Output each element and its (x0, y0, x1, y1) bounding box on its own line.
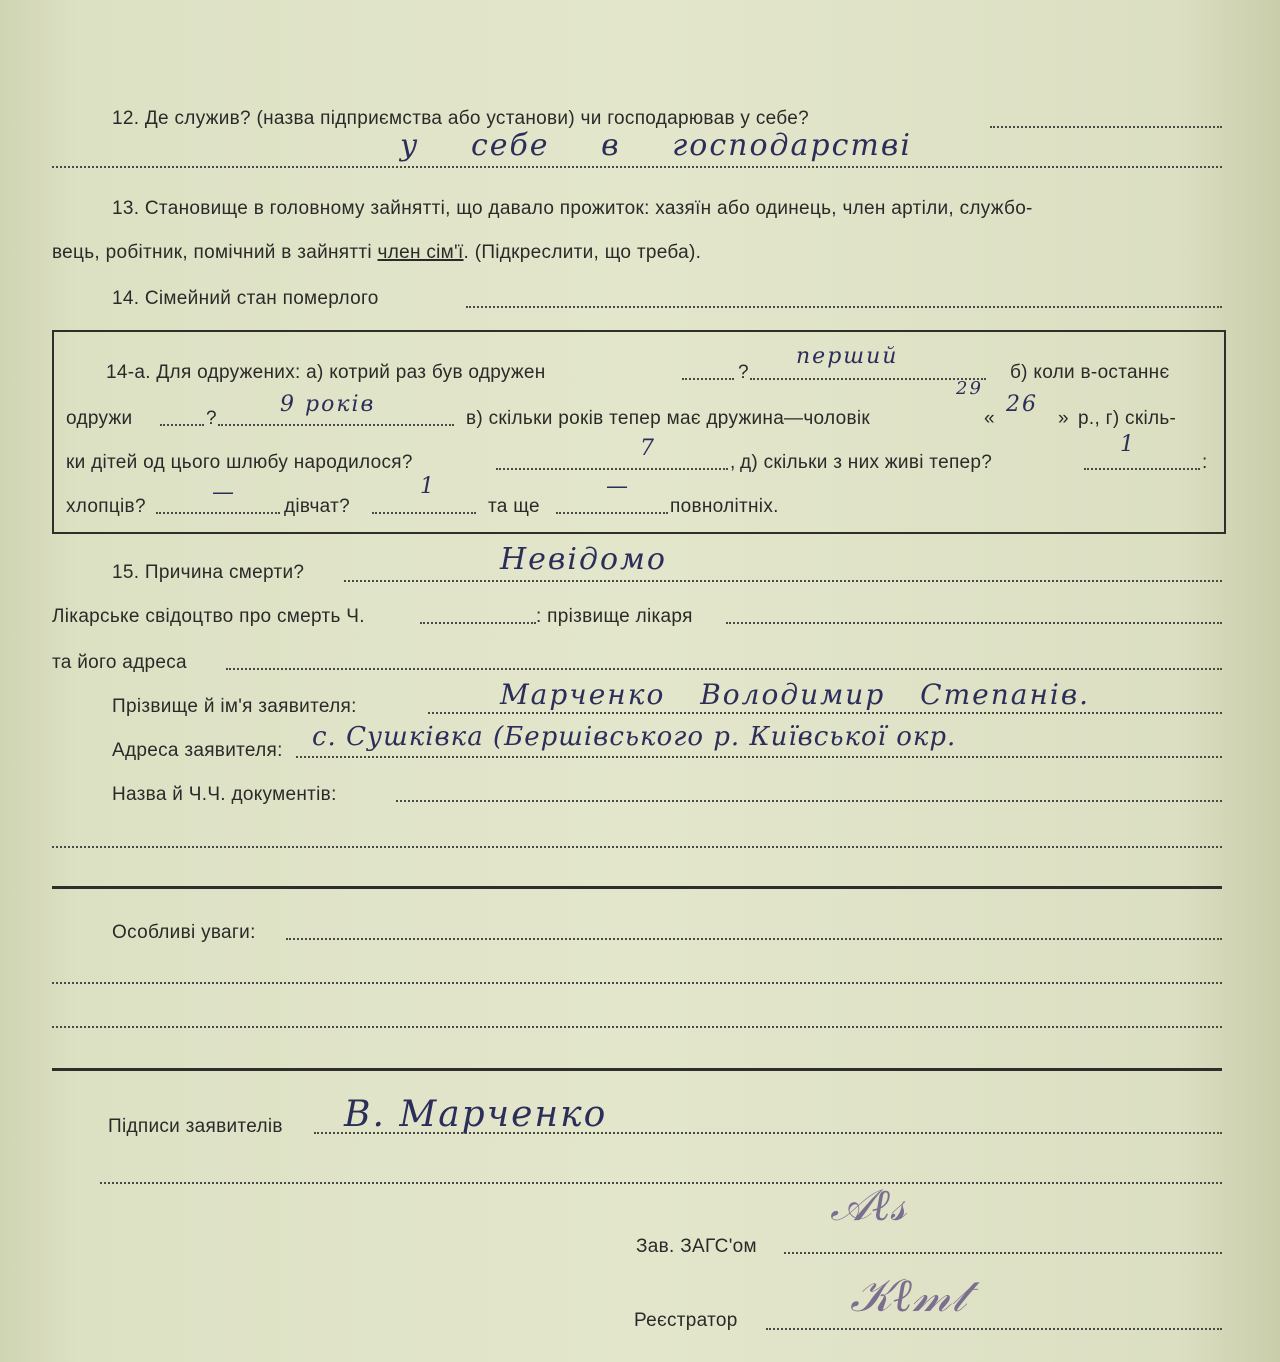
q14a-part9: дівчат? (284, 496, 350, 517)
q14a-dots-3 (160, 424, 204, 426)
q14a-dots-6 (1084, 468, 1200, 470)
medical-address-label: та його адреса (52, 652, 187, 673)
q15-line (344, 580, 1222, 582)
q14a-q2: ? (206, 408, 217, 429)
registrar-signature: 𝒦ℓ𝓂𝓉 (850, 1268, 967, 1322)
q14a-part7: д) скільки з них живі тепер? (740, 452, 993, 473)
q14a-q1: ? (738, 362, 749, 383)
q14a-girls: 1 (420, 474, 436, 499)
notes-label: Особливі уваги: (112, 922, 256, 943)
signature-line-2 (100, 1182, 1222, 1184)
registrar-line (766, 1328, 1222, 1330)
q14a-spouse-age-top: 29 (956, 378, 983, 399)
section-rule-2 (52, 1068, 1222, 1071)
q13-underlined-choice: член сім'ї (377, 242, 464, 263)
applicant-address-label: Адреса заявителя: (112, 740, 283, 761)
notes-line-3 (52, 1026, 1222, 1028)
q14a-quote-close: » (1058, 408, 1069, 429)
applicants-signature-value: В. Марченко (344, 1094, 608, 1135)
q12-label: 12. Де служив? (назва підприємства або установи) чи господарював у себе? (112, 108, 809, 129)
q14a-part5: р., г) скіль- (1078, 408, 1177, 429)
medical-address-line (226, 668, 1222, 670)
notes-line-2 (52, 982, 1222, 984)
q14a-dots-2 (750, 378, 986, 380)
q14a-married-when: 9 років (280, 392, 376, 417)
q12-answer: у себе в господарстві (400, 128, 912, 163)
notes-line-1 (286, 938, 1222, 940)
q14a-dots-1 (682, 378, 734, 380)
q14a-more: — (606, 474, 630, 499)
q14a-part6: ки дітей од цього шлюбу народилося? (66, 452, 413, 473)
applicant-name-value: Марченко Володимир Степанів. (500, 678, 1091, 711)
q14-label: 14. Сімейний стан померлого (112, 288, 379, 309)
q12-line-1 (990, 126, 1222, 128)
q14a-dots-5 (496, 468, 728, 470)
medical-cert-line (420, 622, 536, 624)
q13-line-2b: . (Підкреслити, що треба). (463, 242, 702, 263)
applicant-address-value: с. Сушківка (Бершівського р. Київської окр. (312, 722, 957, 752)
q14a-part2: б) коли в-останнє (1010, 362, 1170, 383)
q14a-colon: : (1202, 452, 1208, 473)
applicant-name-label: Прізвище й ім'я заявителя: (112, 696, 357, 717)
applicant-docs-label: Назва й Ч.Ч. документів: (112, 784, 337, 805)
zags-label: Зав. ЗАГС'ом (636, 1236, 757, 1257)
q14a-part10: та ще (488, 496, 540, 517)
q14-line (466, 306, 1222, 308)
section-rule-1 (52, 886, 1222, 889)
registrar-label: Реєстратор (634, 1310, 738, 1331)
q14a-dots-9 (556, 512, 668, 514)
q14a-children-alive: 1 (1120, 432, 1136, 457)
medical-doctor-label: : прізвище лікаря (536, 606, 693, 627)
q13-line-1: 13. Становище в головному зайнятті, що давало прожиток: хазяїн або одинець, член артіли, службо- (112, 198, 1033, 219)
applicant-name-line (428, 712, 1222, 714)
applicant-docs-line-2 (52, 846, 1222, 848)
q13-line-2a: вець, робітник, помічний в зайнятті (52, 242, 372, 263)
q14a-part1: 14-а. Для одружених: а) котрий раз був одружен (106, 362, 546, 383)
q14a-part4: в) скільки років тепер має дружина—чоловік (466, 408, 871, 429)
q14a-dots-4 (218, 424, 454, 426)
medical-doctor-line (726, 622, 1222, 624)
q14a-dots-7 (156, 512, 280, 514)
q14a-part3: одружи (66, 408, 133, 429)
q14a-boys: — (212, 480, 236, 505)
q15-answer: Невідомо (500, 542, 667, 577)
q13-line-2 (52, 242, 701, 264)
q14a-quote-open: « (984, 408, 995, 429)
q14a-part11: повнолітніх. (670, 496, 779, 517)
medical-cert-label: Лікарське свідоцтво про смерть Ч. (52, 606, 365, 627)
applicant-address-line (296, 756, 1222, 758)
q14a-dots-8 (372, 512, 476, 514)
q12-line-2 (52, 166, 1222, 168)
q14a-spouse-age: 26 (1006, 392, 1038, 417)
zags-signature: 𝒜ℓ𝓈 (830, 1180, 907, 1231)
applicants-signature-label: Підписи заявителів (108, 1116, 283, 1137)
zags-line (784, 1252, 1222, 1254)
q15-label: 15. Причина смерти? (112, 562, 305, 583)
q14a-children-born: 7 (640, 436, 656, 461)
q14a-comma: , (730, 452, 736, 473)
q14a-part8: хлопців? (66, 496, 146, 517)
q14a-married-times: перший (796, 344, 899, 369)
applicant-docs-line-1 (396, 800, 1222, 802)
